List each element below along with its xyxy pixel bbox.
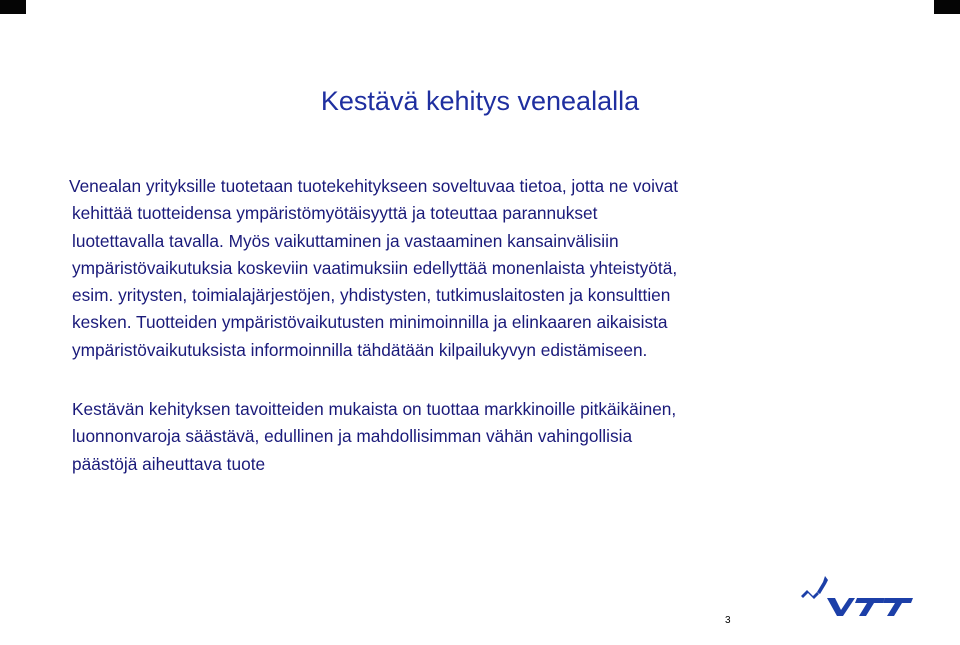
paragraph-line: Venealan yrityksille tuotetaan tuotekehitykseen soveltuvaa tietoa, jotta ne voivat [69, 176, 679, 196]
paragraph-line: kesken. Tuotteiden ympäristövaikutusten minimoinnilla ja elinkaaren aikaisista [72, 312, 668, 333]
paragraph-line: ympäristövaikutuksista informoinnilla tähdätään kilpailukyvyn edistämiseen. [72, 339, 648, 360]
corner-mark-right [934, 0, 960, 14]
paragraph-line: päästöjä aiheuttava tuote [72, 453, 266, 474]
paragraph-line: luonnonvaroja säästävä, edullinen ja mahdollisimman vähän vahingollisia [72, 426, 633, 447]
paragraph-line: luotettavalla tavalla. Myös vaikuttaminen ja vastaaminen kansainvälisiin [72, 230, 619, 251]
paragraph-2 [72, 396, 862, 478]
paragraph-line: Kestävän kehityksen tavoitteiden mukaista on tuottaa markkinoille pitkäikäinen, [72, 399, 677, 419]
paragraph-line: esim. yritysten, toimialajärjestöjen, yhdistysten, tutkimuslaitosten ja konsulttien [72, 285, 671, 306]
page-number: 3 [725, 615, 731, 626]
corner-mark-left [0, 0, 26, 14]
paragraph-line: kehittää tuotteidensa ympäristömyötäisyyttä ja toteuttaa parannukset [72, 203, 598, 224]
vtt-logo-icon [797, 572, 917, 622]
paragraph-1 [69, 173, 862, 364]
paragraph-line: ympäristövaikutuksia koskeviin vaatimuksiin edellyttää monenlaista yhteistyötä, [72, 257, 678, 278]
slide-title: Kestävä kehitys venealalla [320, 86, 640, 116]
